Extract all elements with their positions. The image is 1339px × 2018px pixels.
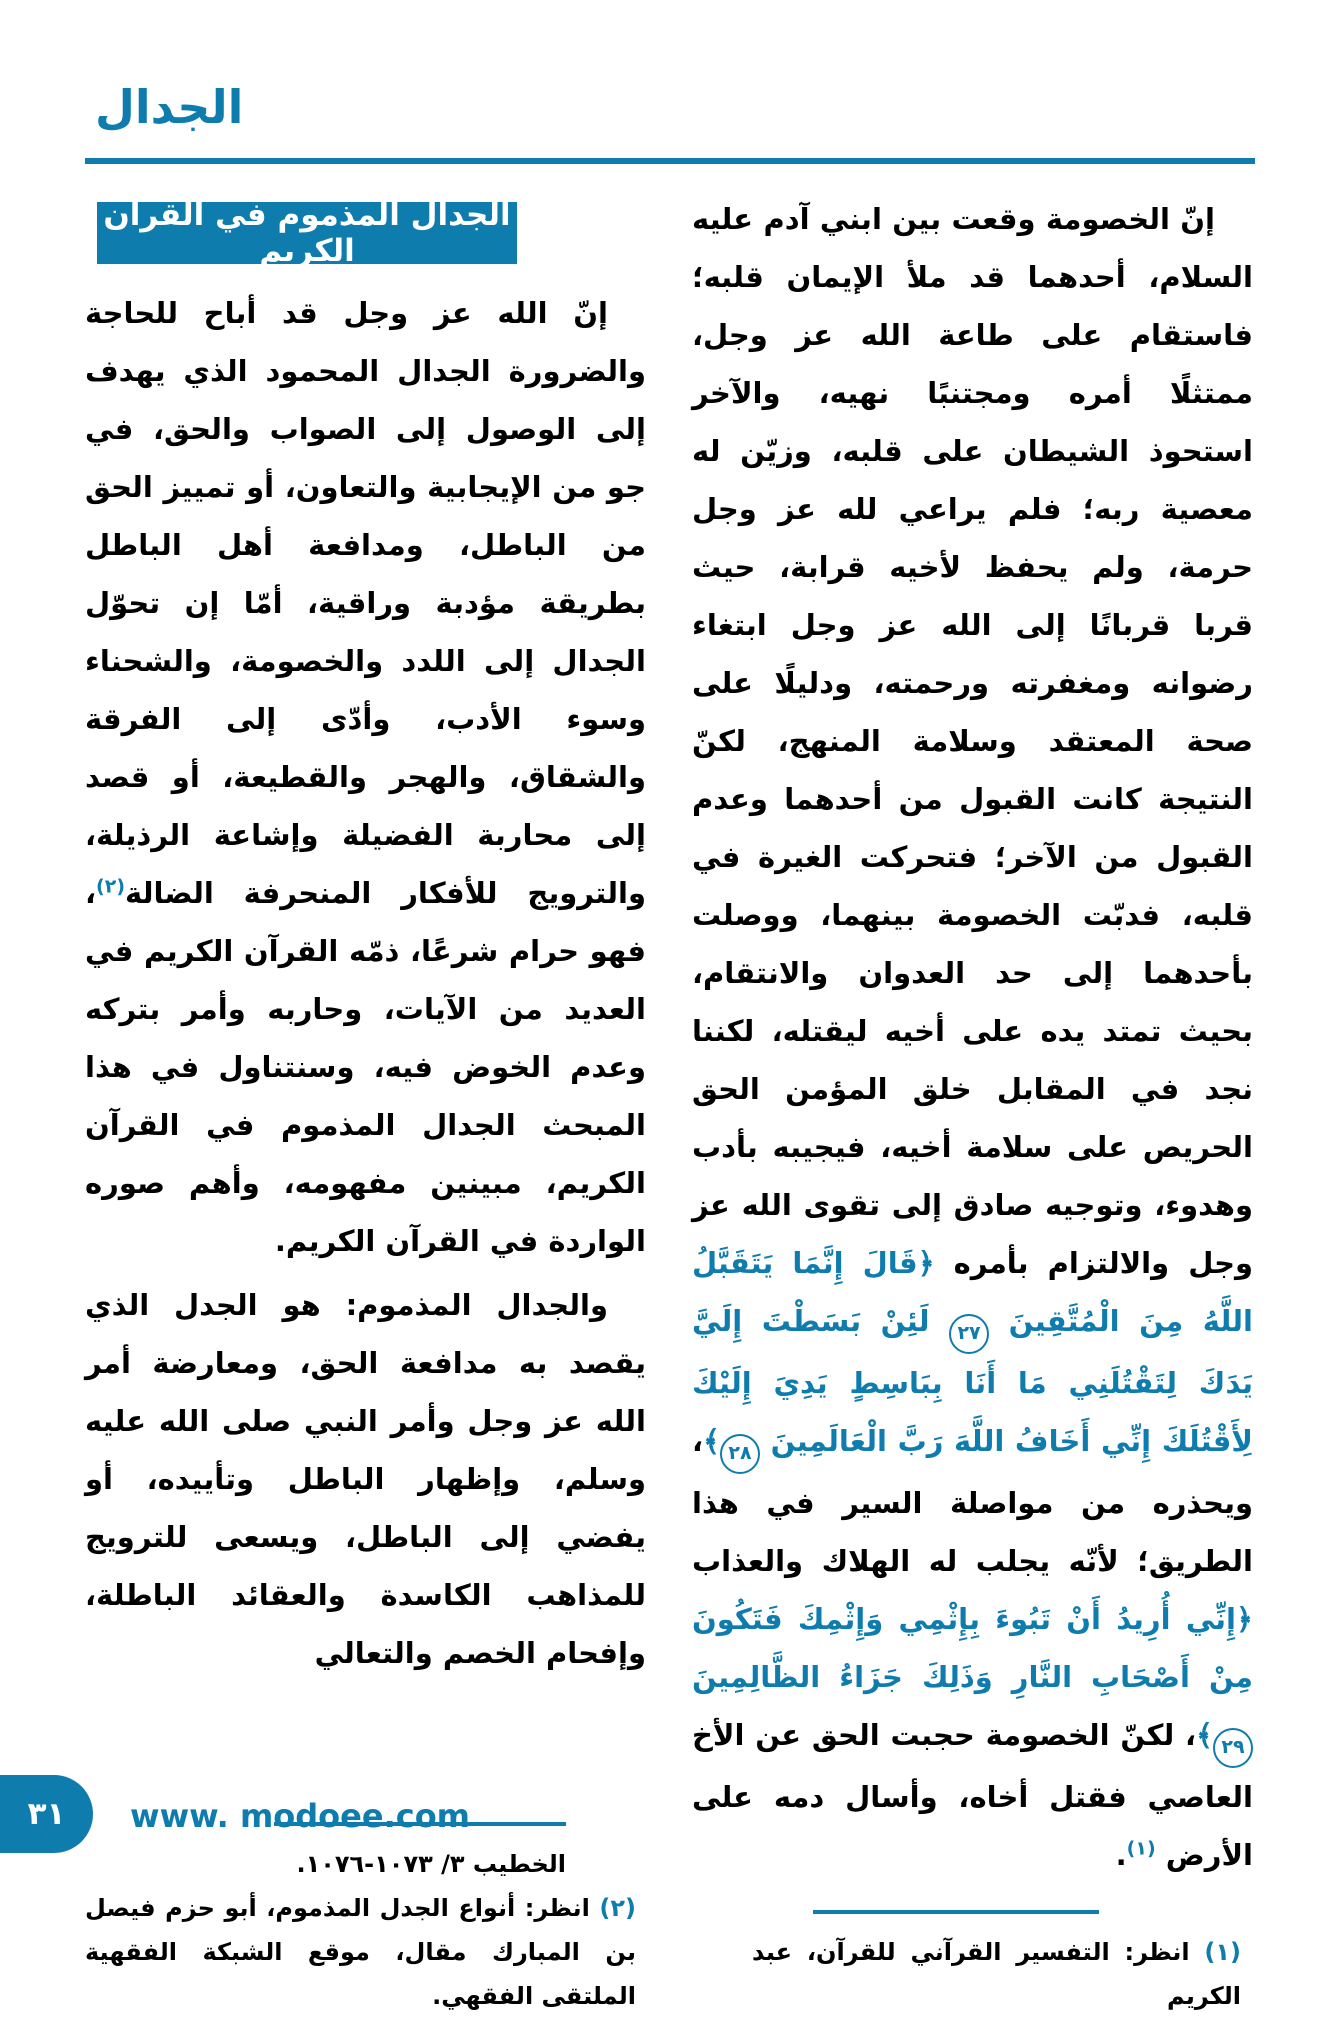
body-text: إنّ الخصومة وقعت بين ابني آدم عليه السلام، أحدهما قد ملأ الإيمان قلبه؛ فاستقام على طاعة الله عز وجل، ممتثلًا أمره ومجتنبًا نهيه، والآخر استحوذ الشيطان على قلبه، وزيّن له معصية ربه؛ فلم يراعي لله عز وجل حرمة، ولم يحفظ لأخيه قرابة، حيث قربا قربانًا إلى الله عز وجل ابتغاء رضوانه ومغفرته ورحمته، ودليلًا على صحة المعتقد وسلامة المنهج، لكنّ النتيجة كانت القبول من أحدهما وعدم القبول من الآخر؛ فتحركت الغيرة في قلبه، فدبّت الخصومة بينهما، ووصلت بأحدهما إلى حد العدوان والانتقام، بحيث تمتد يده على أخيه ليقتله، لكننا نجد في المقابل خلق المؤمن الحق الحريص على سلامة أخيه، فيجيبه بأدب وهدوء، وتوجيه صادق إلى تقوى الله عز وجل والالتزام بأمره [692,202,1253,1280]
paragraph-definition [85,1276,646,1682]
body-text: هو الجدل الذي يقصد به مدافعة الحق، ومعارضة أمر الله عز وجل وأمر النبي صلى الله عليه وسلم، وإظهار الباطل وتأييده، أو يفضي إلى الباطل، ويسعى للترويج للمذاهب الكاسدة والعقائد الباطلة، وإفحام الخصم والتعالي [85,1288,646,1670]
footnote-2-text: انظر: أنواع الجدل المذموم، أبو حزم فيصل بن المبارك مقال، موقع الشبكة الفقهية الملتقى الفقهي. [85,1894,636,2010]
website-url: www. modoee.com [130,1797,471,1835]
page-number-pill [0,1775,93,1853]
column-right [692,190,1253,2018]
footnote-separator [813,1910,1099,1914]
footnote-continuation: الخطيب ٣/ ١٠٧٣-١٠٧٦. [296,1850,566,1878]
running-head [95,80,244,134]
section-title [97,197,517,269]
column-left [85,190,646,2018]
ayah-marker-29-icon: ٢٩ [1213,1728,1253,1768]
body-text: ، فهو حرام شرعًا، ذمّه القرآن الكريم في العديد من الآيات، وحاربه وأمر بتركه وعدم الخوض فيه، وسنتناول في هذا المبحث الجدال المذموم في القرآن الكريم، مبينين مفهومه، وأهم صوره الواردة في القرآن الكريم. [85,876,646,1258]
footnote-ref-2: (٢) [96,875,126,898]
body-text: ، لكنّ الخصومة حجبت الحق عن الأخ العاصي فقتل أخاه، وأسال دمه على الأرض [692,1718,1253,1872]
section-title-text: الجدال المذموم في القرآن الكريم [103,197,511,269]
footnote-1-text: انظر: التفسير القرآني للقرآن، عبد الكريم [752,1938,1241,2010]
footnotes-right [692,1884,1253,2018]
body-text: ، ويحذره من مواصلة السير في هذا الطريق؛ لأنّه يجلب له الهلاك والعذاب [692,1424,1253,1578]
quran-bracket-close: ﴾ [703,1424,721,1458]
footnote-ref-1: (١) [1126,1837,1156,1860]
paragraph-cain-abel [692,190,1253,1884]
two-column-layout [85,190,1253,2018]
body-text: إنّ الله عز وجل قد أباح للحاجة والضرورة الجدال المحمود الذي يهدف إلى الوصول إلى الصواب والحق، في جو من الإيجابية والتعاون، أو تمييز الحق من الباطل، ومدافعة أهل الباطل بطريقة مؤدبة وراقية، أمّا إن تحوّل الجدال إلى اللدد والخصومة، والشحناء وسوء الأدب، وأدّى إلى الفرقة والشقاق، والهجر والقطيعة، أو قصد إلى محاربة الفضيلة وإشاعة الرذيلة، والترويج للأفكار المنحرفة الضالة [85,296,646,910]
header-rule [85,158,1255,164]
footnote-2 [85,1886,646,2018]
chapter-title: الجدال [95,80,244,134]
definition-lead: والجدال المذموم: [345,1288,609,1322]
quran-verse-28: لَئِنْ بَسَطْتَ إِلَيَّ يَدَكَ لِتَقْتُلَنِي مَا أَنَا بِبَاسِطٍ يَدِيَ إِلَيْكَ لِأَقْتُلَكَ إِنِّي أَخَافُ اللَّهَ رَبَّ الْعَالَمِينَ [692,1304,1253,1458]
page-number: ٣١ [27,1796,66,1832]
quran-verse-27: ﴿قَالَ إِنَّمَا يَتَقَبَّلُ اللَّهُ مِنَ الْمُتَّقِينَ [692,1246,1253,1338]
ayah-marker-27-icon: ٢٧ [949,1314,989,1354]
quran-verse-29: ﴿إِنِّي أُرِيدُ أَنْ تَبُوءَ بِإِثْمِي وَإِثْمِكَ فَتَكُونَ مِنْ أَصْحَابِ النَّارِ وَذَلِكَ جَزَاءُ الظَّالِمِينَ [692,1602,1253,1694]
footnote-1 [692,1930,1253,2018]
body-text: . [1115,1838,1127,1872]
paragraph-intro [85,284,646,1270]
quran-bracket-close: ﴾ [1196,1718,1213,1752]
footnote-1-marker: (١) [1204,1938,1241,1966]
ayah-marker-28-icon: ٢٨ [720,1434,760,1474]
footnote-2-marker: (٢) [599,1894,636,1922]
